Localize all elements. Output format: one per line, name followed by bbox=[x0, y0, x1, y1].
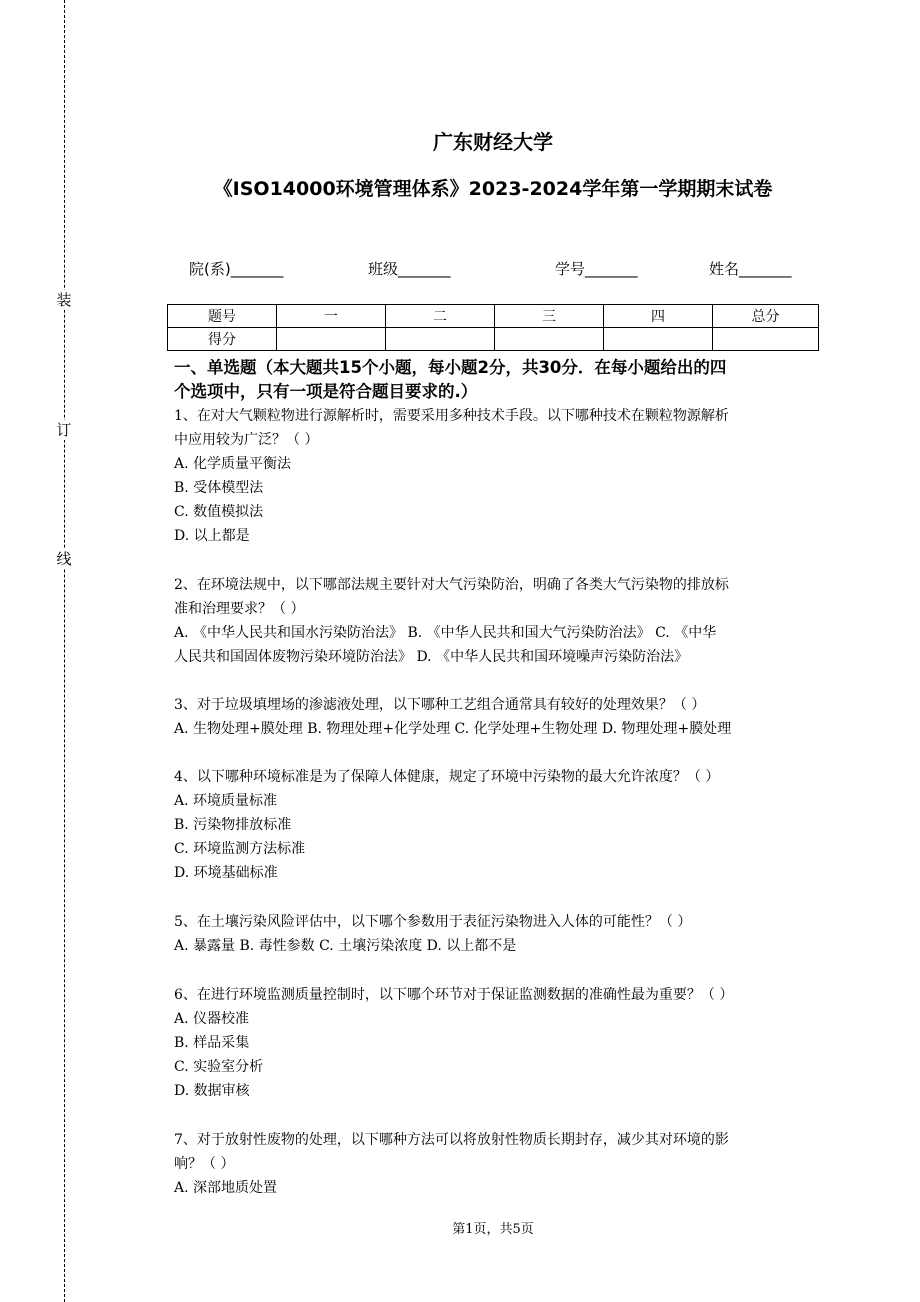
name-field: 姓名_______ bbox=[709, 260, 792, 278]
q5-options: A. 暴露量 B. 毒性参数 C. 土壤污染浓度 D. 以上都不是 bbox=[174, 938, 517, 954]
q6-option-b: B. 样品采集 bbox=[174, 1035, 250, 1051]
q6-option-c: C. 实验室分析 bbox=[174, 1059, 264, 1075]
score-table bbox=[167, 304, 819, 351]
section-heading bbox=[174, 356, 824, 404]
q1-option-a: A. 化学质量平衡法 bbox=[174, 456, 292, 472]
binding-char-ding: 订 bbox=[56, 421, 72, 439]
q1-option-c: C. 数值模拟法 bbox=[174, 504, 264, 520]
q4-stem: 4、以下哪种环境标准是为了保障人体健康，规定了环境中污染物的最大允许浓度？（ ） bbox=[174, 769, 720, 785]
score-cell[interactable] bbox=[604, 328, 713, 351]
q4-option-d: D. 环境基础标准 bbox=[174, 865, 278, 881]
q3-stem: 3、对于垃圾填埋场的渗滤液处理，以下哪种工艺组合通常具有较好的处理效果？（ ） bbox=[174, 697, 706, 713]
q1-option-b: B. 受体模型法 bbox=[174, 480, 264, 496]
university-title: 广东财经大学 bbox=[433, 130, 553, 154]
binding-char-xian: 线 bbox=[56, 550, 72, 568]
exam-title: 《ISO14000环境管理体系》2023-2024学年第一学期期末试卷 bbox=[213, 178, 773, 200]
q7-stem: 7、对于放射性废物的处理，以下哪种方法可以将放射性物质长期封存，减少其对环境的影 bbox=[174, 1132, 729, 1148]
q2-stem: 准和治理要求？（ ） bbox=[174, 601, 305, 617]
q6-stem: 6、在进行环境监测质量控制时，以下哪个环节对于保证监测数据的准确性最为重要？（ ） bbox=[174, 987, 734, 1003]
score-header-cell: 二 bbox=[386, 305, 495, 328]
q6-option-d: D. 数据审核 bbox=[174, 1083, 250, 1099]
q1-stem: 中应用较为广泛？（ ） bbox=[174, 432, 319, 448]
student-id-field: 学号_______ bbox=[555, 260, 638, 278]
q1-option-d: D. 以上都是 bbox=[174, 528, 250, 544]
score-table-score-row bbox=[168, 328, 819, 351]
score-header-cell: 四 bbox=[604, 305, 713, 328]
q7-stem: 响？（ ） bbox=[174, 1156, 235, 1172]
q4-option-b: B. 污染物排放标准 bbox=[174, 817, 292, 833]
q1-stem: 1、在对大气颗粒物进行源解析时，需要采用多种技术手段。以下哪种技术在颗粒物源解析 bbox=[174, 408, 729, 424]
score-cell[interactable] bbox=[713, 328, 819, 351]
q7-option-a: A. 深部地质处置 bbox=[174, 1180, 278, 1196]
q2-options: 人民共和国固体废物污染环境防治法》 D. 《中华人民共和国环境噪声污染防治法》 bbox=[174, 649, 689, 665]
class-field: 班级_______ bbox=[368, 260, 451, 278]
section-heading-line: 一、单选题（本大题共15个小题，每小题2分，共30分．在每小题给出的四 bbox=[174, 358, 727, 377]
page-footer: 第1页，共5页 bbox=[452, 1222, 534, 1237]
score-cell[interactable] bbox=[386, 328, 495, 351]
binding-char-zhuang: 装 bbox=[56, 291, 72, 309]
q5-stem: 5、在土壤污染风险评估中，以下哪个参数用于表征污染物进入人体的可能性？（ ） bbox=[174, 914, 692, 930]
department-field: 院(系)_______ bbox=[189, 260, 284, 278]
score-cell[interactable] bbox=[277, 328, 386, 351]
section-heading-line: 个选项中，只有一项是符合题目要求的.） bbox=[174, 382, 478, 401]
q4-option-c: C. 环境监测方法标准 bbox=[174, 841, 306, 857]
q2-options: A. 《中华人民共和国水污染防治法》 B. 《中华人民共和国大气污染防治法》 C. 《中华 bbox=[174, 625, 717, 641]
q6-option-a: A. 仪器校准 bbox=[174, 1011, 250, 1027]
q2-stem: 2、在环境法规中，以下哪部法规主要针对大气污染防治，明确了各类大气污染物的排放标 bbox=[174, 577, 729, 593]
q3-options: A. 生物处理+膜处理 B. 物理处理+化学处理 C. 化学处理+生物处理 D. 物理处理+膜处理 bbox=[174, 721, 732, 737]
q4-option-a: A. 环境质量标准 bbox=[174, 793, 278, 809]
score-header-cell: 三 bbox=[495, 305, 604, 328]
score-header-cell: 一 bbox=[277, 305, 386, 328]
score-header-cell: 总分 bbox=[713, 305, 819, 328]
score-header-cell: 题号 bbox=[168, 305, 277, 328]
score-table-header-row bbox=[168, 305, 819, 328]
score-row-label: 得分 bbox=[168, 328, 277, 351]
score-cell[interactable] bbox=[495, 328, 604, 351]
